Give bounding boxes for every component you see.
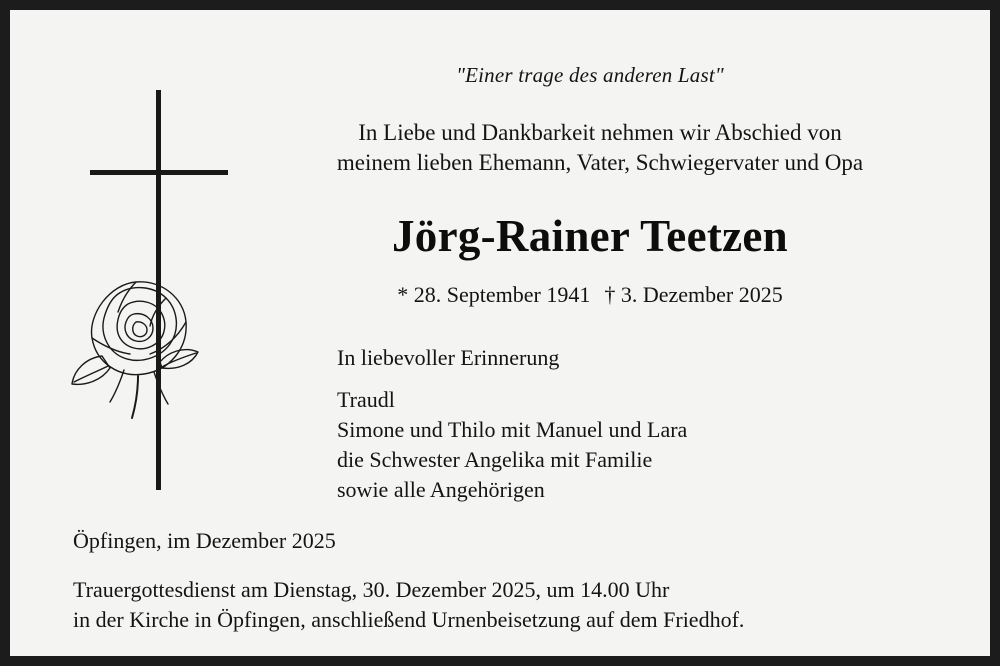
deceased-name: Jörg-Rainer Teetzen	[391, 211, 789, 261]
place-and-date: Öpfingen, im Dezember 2025	[73, 528, 336, 553]
service-details	[73, 575, 963, 635]
life-dates	[260, 282, 920, 308]
list-item: Traudl	[337, 387, 395, 412]
text-column	[260, 10, 980, 656]
list-item: sowie alle Angehörigen	[337, 477, 545, 502]
intro-line-1: In Liebe und Dankbarkeit nehmen wir Abschied von	[358, 120, 842, 145]
intro-line-2: meinem lieben Ehemann, Vater, Schwiegervater und Opa	[336, 150, 864, 175]
cross-crossbar-icon	[90, 170, 228, 175]
list-item: die Schwester Angelika mit Familie	[337, 447, 653, 472]
obituary-card	[10, 10, 990, 656]
emblem-column	[68, 90, 258, 510]
intro-text	[260, 118, 940, 178]
service-line-1: Trauergottesdienst am Dienstag, 30. Dezember 2025, um 14.00 Uhr	[73, 577, 670, 602]
survivors-list	[337, 385, 687, 505]
memory-heading: In liebevoller Erinnerung	[337, 345, 560, 370]
death-date: † 3. Dezember 2025	[604, 282, 783, 307]
birth-date: * 28. September 1941	[397, 282, 591, 307]
service-line-2: in der Kirche in Öpfingen, anschließend Urnenbeisetzung auf dem Friedhof.	[73, 607, 745, 632]
list-item: Simone und Thilo mit Manuel und Lara	[337, 417, 688, 442]
rose-icon	[58, 260, 218, 420]
quote-text: "Einer trage des anderen Last"	[456, 63, 724, 87]
